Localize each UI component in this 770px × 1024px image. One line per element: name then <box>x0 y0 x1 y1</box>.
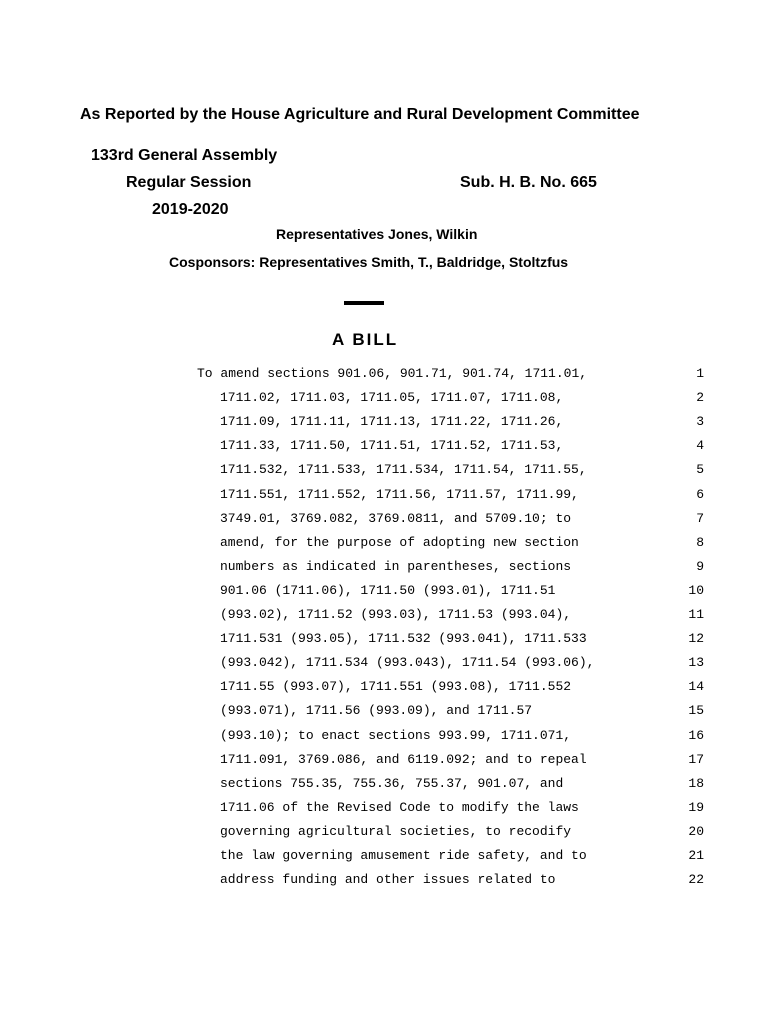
bill-line <box>0 531 770 555</box>
session-label: Regular Session <box>126 174 252 191</box>
line-text: 3749.01, 3769.082, 3769.0811, and 5709.10; to <box>220 510 572 526</box>
general-assembly: 133rd General Assembly <box>91 147 278 164</box>
line-text: address funding and other issues related to <box>220 872 556 888</box>
bill-line <box>0 579 770 603</box>
line-text: sections 755.35, 755.36, 755.37, 901.07, and <box>220 775 564 791</box>
line-text: numbers as indicated in parentheses, sections <box>220 558 572 574</box>
sponsors: Representatives Jones, Wilkin <box>276 226 478 242</box>
bill-line <box>0 820 770 844</box>
line-number: 12 <box>688 631 704 647</box>
bill-line <box>0 796 770 820</box>
line-text: 1711.09, 1711.11, 1711.13, 1711.22, 1711.26, <box>220 414 564 430</box>
line-number: 17 <box>688 751 704 767</box>
bill-line <box>0 483 770 507</box>
bill-number: Sub. H. B. No. 665 <box>460 174 597 191</box>
bill-line <box>0 410 770 434</box>
line-text: (993.042), 1711.534 (993.043), 1711.54 (993.06), <box>220 655 595 671</box>
line-text: 1711.531 (993.05), 1711.532 (993.041), 1711.533 <box>220 631 587 647</box>
bill-line <box>0 603 770 627</box>
line-text: 1711.091, 3769.086, and 6119.092; and to repeal <box>220 751 587 767</box>
line-text: (993.071), 1711.56 (993.09), and 1711.57 <box>220 703 533 719</box>
line-number: 16 <box>688 727 704 743</box>
line-number: 11 <box>688 607 704 622</box>
line-text: 1711.33, 1711.50, 1711.51, 1711.52, 1711.53, <box>220 438 564 454</box>
bill-line <box>0 458 770 482</box>
bill-line <box>0 699 770 723</box>
line-text: 1711.02, 1711.03, 1711.05, 1711.07, 1711.08, <box>220 390 564 406</box>
bill-line <box>0 748 770 772</box>
bill-line <box>0 627 770 651</box>
line-number: 4 <box>696 438 704 454</box>
line-number: 2 <box>696 390 704 406</box>
bill-line <box>0 868 770 892</box>
line-text: 901.06 (1711.06), 1711.50 (993.01), 1711.51 <box>220 582 556 598</box>
line-number: 15 <box>688 703 704 719</box>
line-number: 18 <box>688 775 704 791</box>
line-number: 7 <box>696 510 704 526</box>
bill-title: A BILL <box>332 330 399 349</box>
line-text: (993.02), 1711.52 (993.03), 1711.53 (993.04), <box>220 607 572 622</box>
line-text: 1711.06 of the Revised Code to modify the laws <box>220 799 579 815</box>
line-text: To amend sections 901.06, 901.71, 901.74, 1711.01, <box>197 366 588 381</box>
cosponsors: Cosponsors: Representatives Smith, T., Baldridge, Stoltzfus <box>169 254 569 270</box>
line-number: 8 <box>696 534 704 550</box>
session-years: 2019-2020 <box>152 201 229 218</box>
bill-line <box>0 555 770 579</box>
line-number: 3 <box>696 414 704 430</box>
line-text: amend, for the purpose of adopting new section <box>220 534 579 550</box>
line-text: (993.10); to enact sections 993.99, 1711.071, <box>220 727 572 743</box>
line-number: 9 <box>696 558 704 574</box>
bill-line <box>0 675 770 699</box>
line-text: 1711.551, 1711.552, 1711.56, 1711.57, 1711.99, <box>220 486 579 502</box>
bill-line <box>0 507 770 531</box>
line-number: 5 <box>696 462 704 478</box>
bill-line <box>0 434 770 458</box>
line-number: 1 <box>696 366 704 381</box>
line-text: governing agricultural societies, to recodify <box>220 823 572 839</box>
bill-line <box>0 772 770 796</box>
line-number: 20 <box>688 823 704 839</box>
line-number: 6 <box>696 486 704 502</box>
line-number: 10 <box>688 582 704 598</box>
line-text: 1711.532, 1711.533, 1711.534, 1711.54, 1711.55, <box>220 462 587 478</box>
bill-line <box>0 844 770 868</box>
bill-line <box>0 724 770 748</box>
line-text: 1711.55 (993.07), 1711.551 (993.08), 1711.552 <box>220 679 572 695</box>
bill-line <box>0 386 770 410</box>
line-number: 14 <box>688 679 704 695</box>
title-divider <box>344 301 384 305</box>
reported-by-heading: As Reported by the House Agriculture and Rural Development Committee <box>80 106 640 123</box>
line-number: 13 <box>688 655 704 671</box>
line-text: the law governing amusement ride safety, and to <box>220 848 587 863</box>
line-number: 22 <box>688 872 704 888</box>
line-number: 19 <box>688 799 704 815</box>
line-number: 21 <box>688 848 704 863</box>
bill-line <box>0 651 770 675</box>
bill-line <box>0 362 770 386</box>
